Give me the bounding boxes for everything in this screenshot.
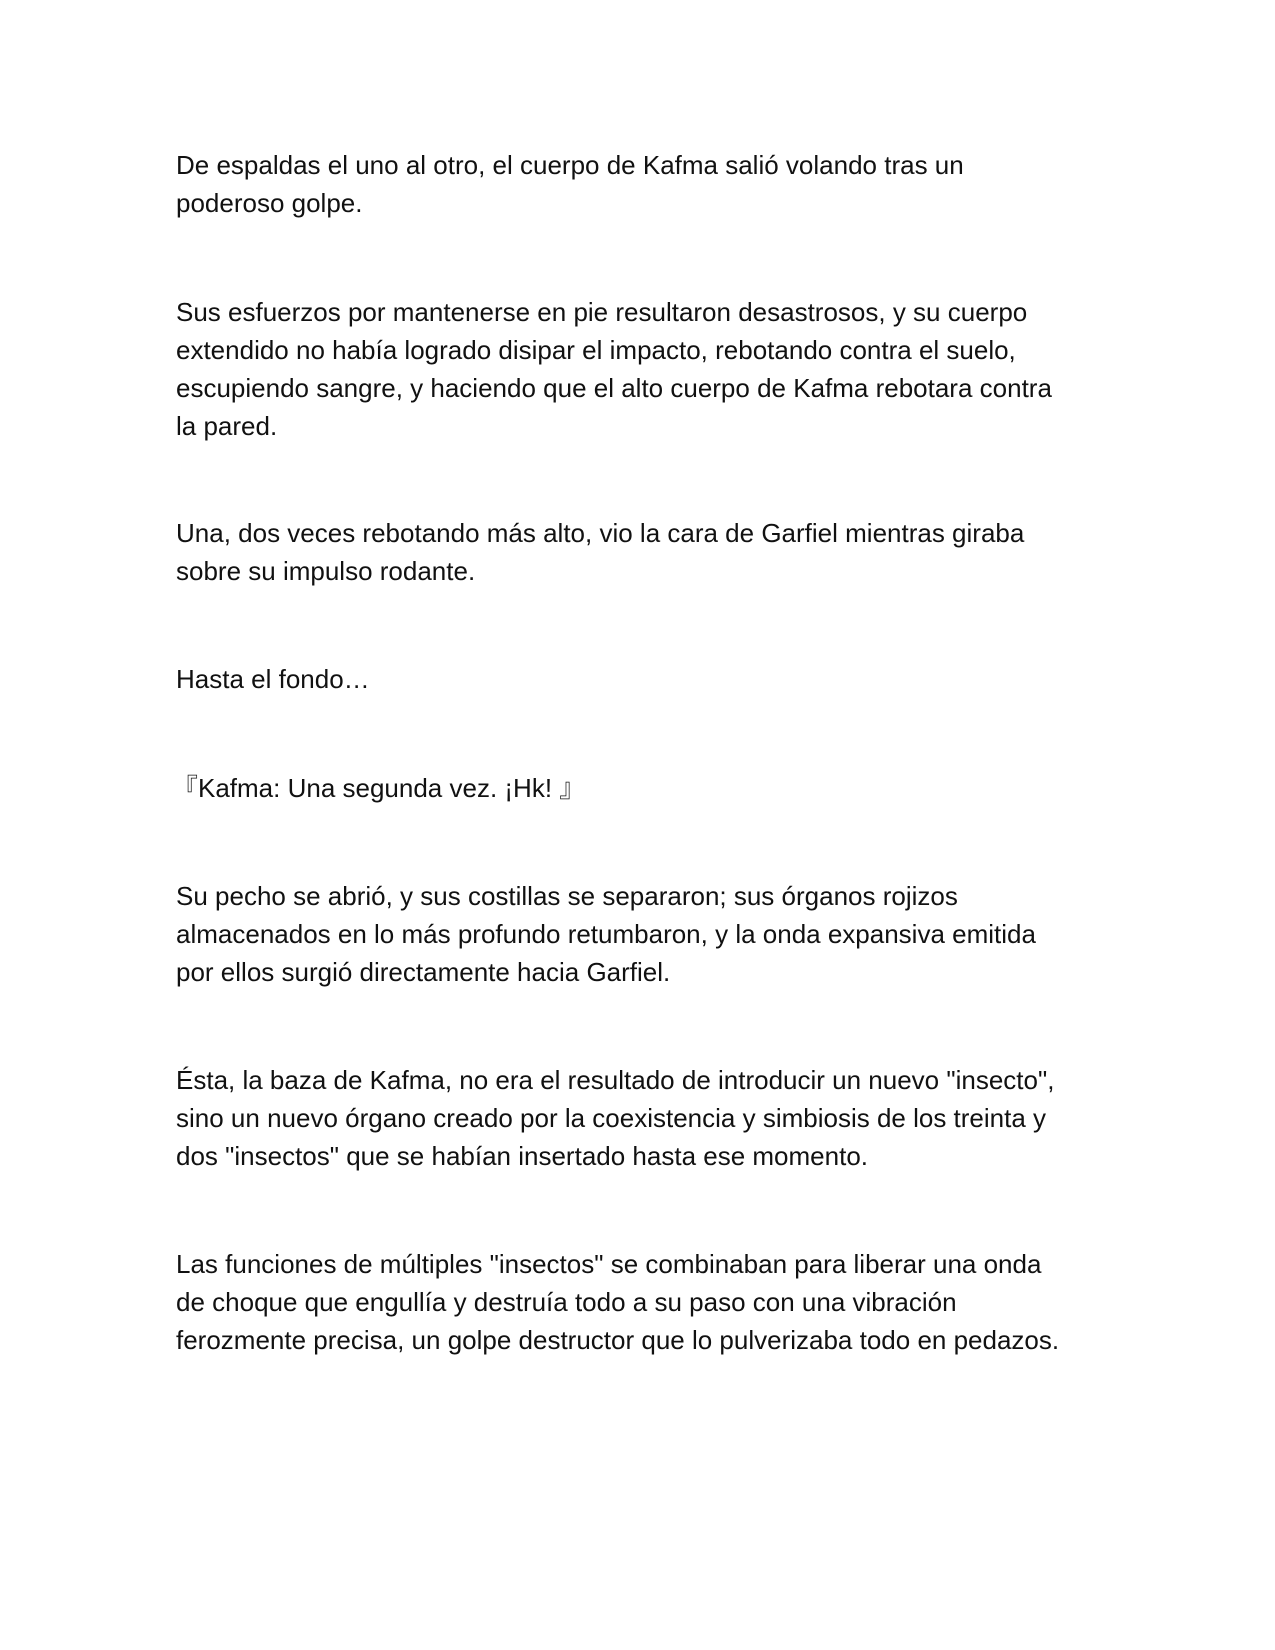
paragraph-5: Su pecho se abrió, y sus costillas se separaron; sus órganos rojizos almacenados en lo más profundo retumbaron, y la onda expansiva emitida por ellos surgió directamente hacia Garfiel. bbox=[176, 881, 1036, 987]
paragraph-1: De espaldas el uno al otro, el cuerpo de Kafma salió volando tras un poderoso golpe. bbox=[176, 150, 964, 218]
paragraph-6: Ésta, la baza de Kafma, no era el resultado de introducir un nuevo "insecto", sino un nuevo órgano creado por la coexistencia y simbiosis de los treinta y dos "insectos" que se habían insertado hasta ese momento. bbox=[176, 1065, 1055, 1171]
paragraph-7: Las funciones de múltiples "insectos" se combinaban para liberar una onda de choque que engullía y destruía todo a su paso con una vibración ferozmente precisa, un golpe destructor que lo pulverizaba todo en pedazos. bbox=[176, 1249, 1060, 1355]
dialogue-line: 『Kafma: Una segunda vez. ¡Hk! 』 bbox=[172, 773, 586, 803]
paragraph-4: Hasta el fondo… bbox=[176, 664, 370, 694]
paragraph-2: Sus esfuerzos por mantenerse en pie resultaron desastrosos, y su cuerpo extendido no había logrado disipar el impacto, rebotando contra el suelo, escupiendo sangre, y haciendo que el alto cuerpo de Kafma rebotara contra la pared. bbox=[176, 297, 1052, 441]
paragraph-3: Una, dos veces rebotando más alto, vio la cara de Garfiel mientras giraba sobre su impulso rodante. bbox=[176, 518, 1025, 586]
